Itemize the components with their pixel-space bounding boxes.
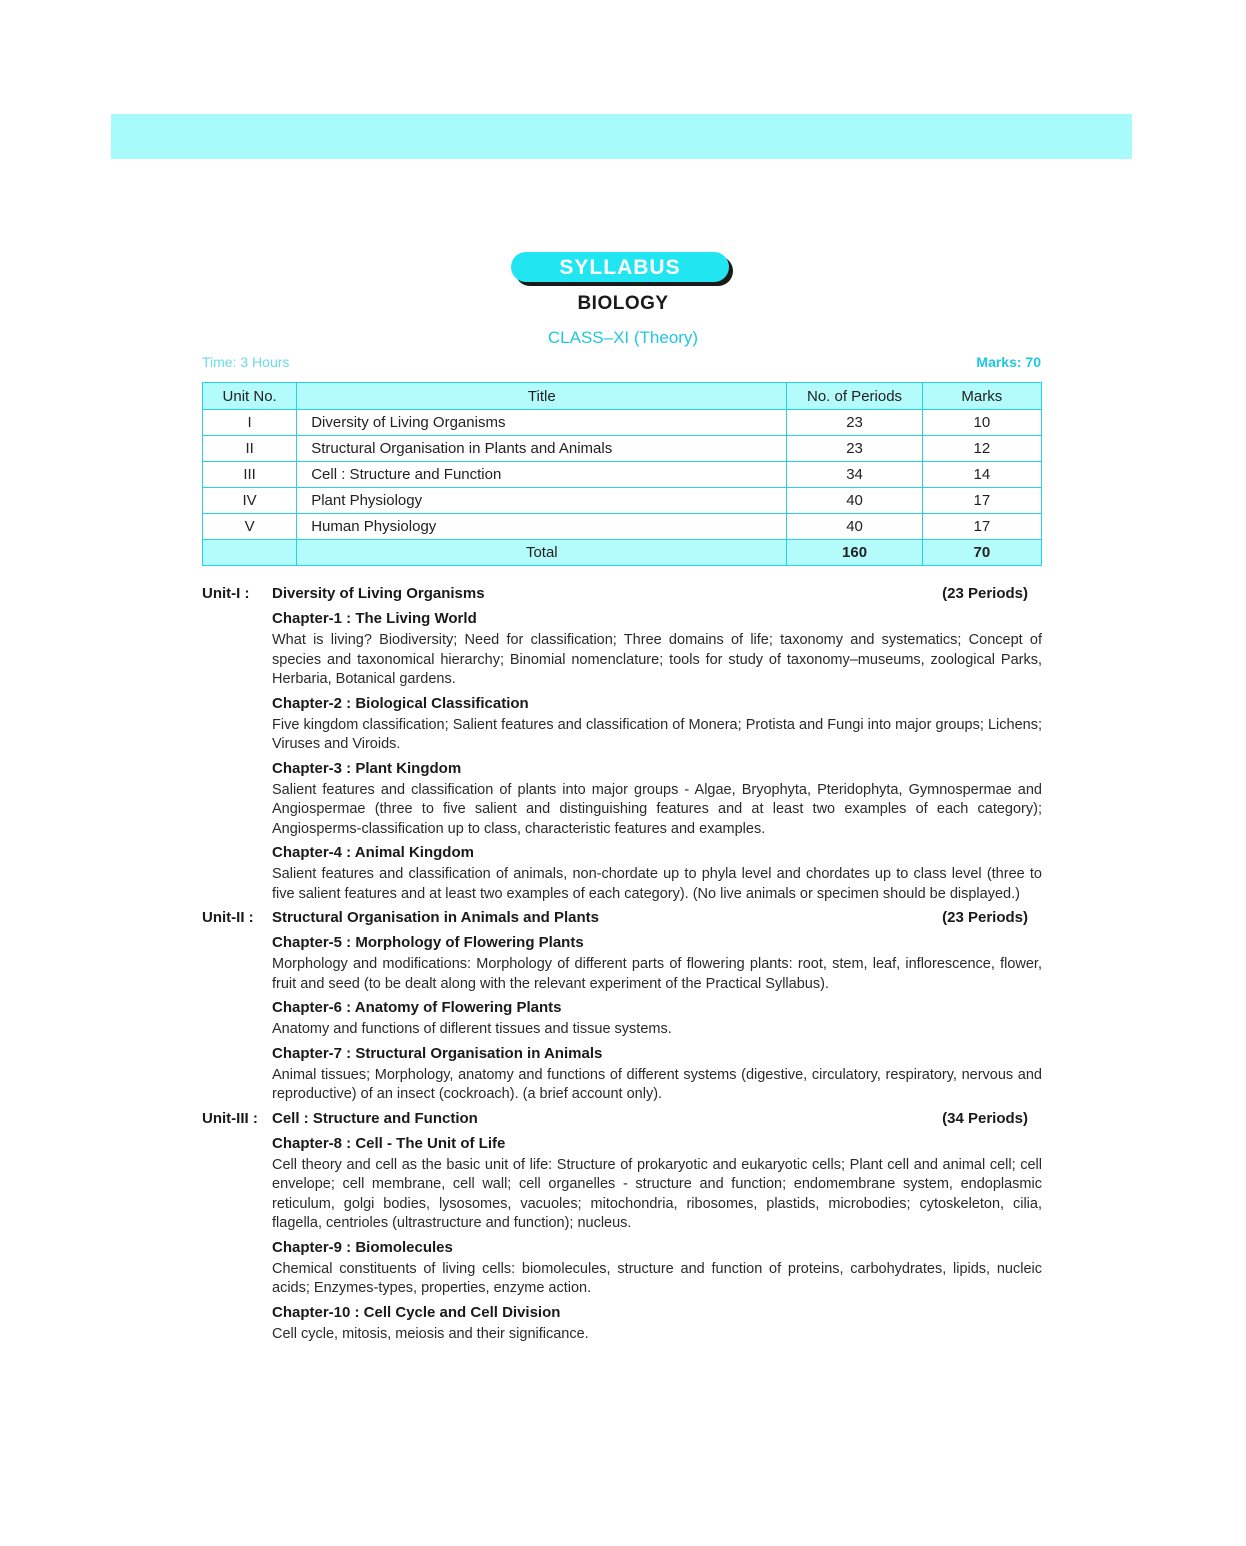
unit-title: Structural Organisation in Animals and Plants bbox=[272, 909, 600, 926]
chapter-text: What is living? Biodiversity; Need for classification; Three domains of life; taxonomy and systematics; Concept of species and taxonomical hierarchy; Binomial nomenclature; tools for study of taxonomy–museums, zoological Parks, Herbaria, Botanical gardens. bbox=[272, 632, 1042, 687]
chapter-text: Chemical constituents of living cells: biomolecules, structure and function of proteins, carbohydrates, lipids, nucleic acids; Enzymes-types, properties, enzyme action. bbox=[272, 1260, 1042, 1296]
chapter-text: Morphology and modifications: Morphology of different parts of flowering plants: root, stem, leaf, inflorescence, flower, fruit and seed (to be dealt along with the relevant experiment of the Practical Syllabus). bbox=[272, 956, 1042, 992]
cell-title: Cell : Structure and Function bbox=[297, 462, 787, 488]
total-marks: 70 bbox=[922, 540, 1041, 566]
chapter-text: Salient features and classification of animals, non-chordate up to phyla level and chordates up to class level (three to five salient features and at least two examples of each category). (No live animals or specimen should be displayed.) bbox=[272, 866, 1042, 902]
chapter-title: Chapter-3 : Plant Kingdom bbox=[272, 759, 462, 777]
badge-label: SYLLABUS bbox=[511, 252, 729, 282]
subject-title: BIOLOGY bbox=[577, 293, 669, 314]
chapter-title: Chapter-2 : Biological Classification bbox=[272, 694, 529, 712]
class-subtitle: CLASS–XI (Theory) bbox=[547, 328, 699, 347]
table-total-row bbox=[203, 540, 1042, 566]
chapter bbox=[272, 1236, 1042, 1299]
chapter-title: Chapter-6 : Anatomy of Flowering Plants bbox=[272, 999, 562, 1016]
chapter bbox=[272, 841, 1042, 904]
chapter-text: Five kingdom classification; Salient features and classification of Monera; Protista and Fungi into major groups; Lichens; Viruses and Viroids. bbox=[272, 716, 1042, 752]
cell-periods: 34 bbox=[787, 462, 922, 488]
table-header-row bbox=[203, 383, 1042, 410]
cell-marks: 17 bbox=[922, 488, 1041, 514]
chapter bbox=[272, 1132, 1042, 1234]
table-row bbox=[203, 488, 1042, 514]
cell-unit: I bbox=[203, 410, 297, 436]
chapter bbox=[272, 1301, 1042, 1345]
chapter-text: Cell cycle, mitosis, meiosis and their significance. bbox=[272, 1325, 589, 1342]
chapter-title: Chapter-8 : Cell - The Unit of Life bbox=[272, 1134, 506, 1152]
unit-periods: (34 Periods) bbox=[942, 1109, 1028, 1127]
col-header-unit: Unit No. bbox=[203, 383, 297, 410]
chapter-text: Salient features and classification of plants into major groups - Algae, Bryophyta, Pteridophyta, Gymnospermae and Angiospermae (three to five salient and distinguishing features and at least two examples of each category); Angiosperms-classification up to class, characteristic features and examples. bbox=[272, 781, 1042, 837]
table-row bbox=[203, 462, 1042, 488]
unit-heading bbox=[202, 582, 1042, 606]
table-row bbox=[203, 436, 1042, 462]
unit-label: Unit-III : bbox=[202, 1109, 258, 1127]
cell-title: Diversity of Living Organisms bbox=[297, 410, 787, 436]
cell-title: Human Physiology bbox=[297, 514, 787, 540]
cell-empty bbox=[203, 540, 297, 566]
cell-unit: II bbox=[203, 436, 297, 462]
chapter-text: Anatomy and functions of diflerent tissues and tissue systems. bbox=[272, 1021, 672, 1037]
cell-periods: 40 bbox=[787, 514, 922, 540]
chapter bbox=[272, 1042, 1042, 1105]
max-marks: Marks: 70 bbox=[976, 354, 1041, 370]
unit-heading bbox=[202, 906, 1042, 930]
chapter-title: Chapter-1 : The Living World bbox=[272, 610, 477, 627]
chapter-text: Animal tissues; Morphology, anatomy and functions of different systems (digestive, circulatory, respiratory, nervous and reproductive) of an insect (cockroach). (a brief account only). bbox=[272, 1066, 1042, 1102]
cell-marks: 12 bbox=[922, 436, 1041, 462]
unit-label: Unit-I : bbox=[202, 585, 250, 602]
col-header-title: Title bbox=[297, 383, 787, 410]
chapter-title: Chapter-5 : Morphology of Flowering Plants bbox=[272, 934, 584, 951]
unit-title: Cell : Structure and Function bbox=[272, 1109, 478, 1127]
syllabus-badge bbox=[511, 252, 733, 286]
time-duration: Time: 3 Hours bbox=[202, 354, 290, 370]
chapter-title: Chapter-7 : Structural Organisation in Animals bbox=[272, 1044, 603, 1062]
unit-periods: (23 Periods) bbox=[942, 909, 1028, 926]
unit-summary-table bbox=[202, 382, 1042, 566]
chapter bbox=[272, 757, 1042, 840]
top-color-band bbox=[111, 114, 1132, 159]
cell-marks: 10 bbox=[922, 410, 1041, 436]
col-header-periods: No. of Periods bbox=[787, 383, 922, 410]
cell-title: Structural Organisation in Plants and Animals bbox=[297, 436, 787, 462]
chapter bbox=[272, 607, 1042, 690]
chapter bbox=[272, 692, 1042, 755]
cell-unit: III bbox=[203, 462, 297, 488]
cell-periods: 23 bbox=[787, 436, 922, 462]
unit-heading bbox=[202, 1107, 1042, 1131]
chapter-title: Chapter-9 : Biomolecules bbox=[272, 1238, 453, 1256]
chapter-title: Chapter-10 : Cell Cycle and Cell Division bbox=[272, 1303, 561, 1321]
chapter-text: Cell theory and cell as the basic unit of life: Structure of prokaryotic and eukaryotic cells; Plant cell and animal cell; cell envelope; cell membrane, cell wall; cell organelles - structure and function; endomembrane system, endoplasmic reticulum, golgi bodies, lysosomes, vacuoles; mitochondria, ribosomes, plastids, microbodies; cytoskeleton, cilia, flagella, centrioles (ultrastructure and function); nucleus. bbox=[272, 1156, 1042, 1231]
chapter bbox=[272, 931, 1042, 994]
cell-marks: 14 bbox=[922, 462, 1041, 488]
total-periods: 160 bbox=[787, 540, 922, 566]
cell-marks: 17 bbox=[922, 514, 1041, 540]
cell-periods: 23 bbox=[787, 410, 922, 436]
col-header-marks: Marks bbox=[922, 383, 1041, 410]
chapter-title: Chapter-4 : Animal Kingdom bbox=[272, 844, 474, 861]
cell-unit: IV bbox=[203, 488, 297, 514]
unit-periods: (23 Periods) bbox=[942, 585, 1028, 602]
table-row bbox=[203, 410, 1042, 436]
chapter bbox=[272, 996, 1042, 1040]
total-label: Total bbox=[297, 540, 787, 566]
cell-unit: V bbox=[203, 514, 297, 540]
unit-title: Diversity of Living Organisms bbox=[272, 585, 485, 602]
syllabus-content bbox=[202, 580, 1042, 1346]
unit-label: Unit-II : bbox=[202, 909, 254, 926]
cell-periods: 40 bbox=[787, 488, 922, 514]
table-row bbox=[203, 514, 1042, 540]
cell-title: Plant Physiology bbox=[297, 488, 787, 514]
